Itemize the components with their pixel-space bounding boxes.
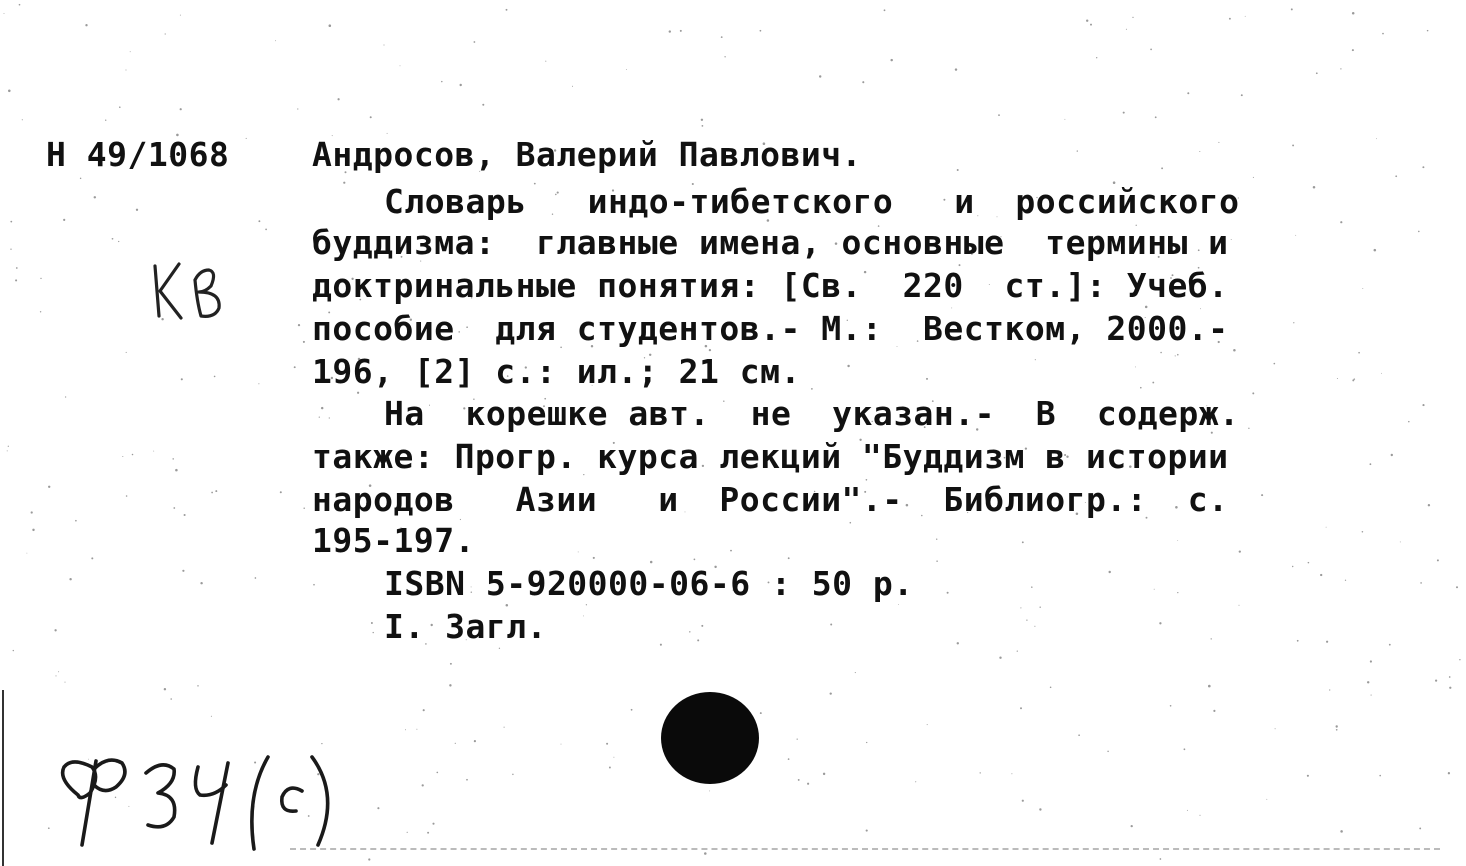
speckle [8,90,11,93]
speckle [91,557,93,559]
speckle [626,69,627,70]
speckle [405,729,406,730]
speckle [31,511,33,513]
speckle [200,582,202,584]
speckle [697,639,699,641]
speckle [125,69,126,70]
speckle [1022,541,1024,543]
margin-line [2,690,4,866]
speckle [337,98,339,100]
speckle [1132,17,1133,18]
speckle [1239,605,1240,606]
speckle [1275,728,1276,729]
speckle [1422,166,1424,168]
speckle [1266,799,1267,800]
speckle [890,59,892,61]
speckle [165,33,166,34]
speckle [450,663,452,665]
speckle [1329,689,1330,690]
speckle [377,807,379,809]
speckle [40,278,41,279]
speckle [1252,392,1254,394]
speckle [1354,378,1356,380]
speckle [704,852,707,855]
speckle [797,738,798,739]
speckle [1020,607,1021,608]
speckle [211,492,213,494]
speckle [4,13,5,14]
speckle [830,624,832,626]
speckle [15,279,17,281]
speckle [1177,592,1178,593]
speckle [80,178,81,179]
speckle [1422,404,1424,406]
speckle [1175,355,1176,356]
speckle [136,209,138,211]
speckle [1218,142,1219,143]
speckle [441,81,442,82]
speckle [175,469,178,472]
speckle [1362,531,1364,533]
speckle [69,578,71,580]
speckle [265,229,267,231]
speckle [512,774,513,775]
speckle [606,743,608,745]
speckle [75,520,77,522]
speckle [1035,359,1036,360]
speckle [1031,586,1033,588]
speckle [1154,589,1155,590]
speckle [823,773,825,775]
speckle [1213,710,1215,712]
speckle [1395,175,1397,177]
speckle [1177,354,1179,356]
speckle [1034,626,1035,627]
speckle [680,30,682,32]
tracing-line: I. Загл. [384,607,547,646]
speckle [1155,116,1157,118]
speckle [1376,138,1377,139]
speckle [613,757,614,758]
speckle [830,692,832,694]
speckle [694,559,696,561]
speckle [1345,580,1346,581]
speckle [957,642,959,644]
speckle [999,657,1001,659]
speckle [321,407,323,409]
speckle [280,491,282,493]
speckle [1039,606,1040,607]
speckle [788,758,790,760]
speckle [669,30,671,32]
notes-line-2: также: Прогр. курса лекций "Буддизм в истории [312,437,1229,476]
speckle [126,495,128,497]
speckle [1292,144,1294,146]
speckle [319,416,320,417]
speckle [1316,72,1318,74]
speckle [926,378,928,380]
speckle [847,365,849,367]
speckle [1135,366,1136,367]
speckle [631,709,633,711]
speckle [126,352,127,353]
speckle [1437,559,1439,561]
speckle [303,507,304,508]
speckle [455,743,456,744]
speckle [258,383,259,384]
speckle [1336,725,1338,727]
speckle [1199,151,1200,152]
speckle [1245,16,1246,17]
speckle [26,553,27,554]
author-heading: Андросов, Валерий Павлович. [312,135,862,174]
speckle [1391,454,1393,456]
speckle [1078,734,1080,736]
speckle [182,570,184,572]
speckle [1020,707,1022,709]
speckle [1160,352,1162,354]
speckle [798,779,800,781]
description-line-1: Словарь индо-тибетского и российского [384,182,1240,221]
speckle [1352,12,1355,15]
speckle [1292,566,1293,567]
speckle [1248,428,1249,429]
speckle [303,341,305,343]
speckle [1150,49,1152,51]
speckle [807,783,809,785]
speckle [1428,504,1430,506]
speckle [1449,687,1451,689]
speckle [172,458,174,460]
speckle [1253,177,1254,178]
speckle [1211,638,1212,639]
speckle [40,311,41,312]
speckle [709,790,710,791]
speckle [329,417,330,418]
speckle [1362,288,1363,289]
speckle [915,781,916,782]
speckle [8,446,9,447]
speckle [1320,574,1322,576]
speckle [980,772,981,773]
speckle [1022,800,1024,802]
speckle [545,61,546,62]
speckle [1123,112,1125,114]
speckle [422,784,424,786]
speckle [246,138,247,139]
speckle [1199,815,1200,816]
description-line-2: буддизма: главные имена, основные термины и [312,223,1229,262]
speckle [58,671,59,672]
speckle [609,767,611,769]
speckle [1017,650,1018,651]
speckle [118,241,119,242]
speckle [85,24,87,26]
speckle [1187,92,1189,94]
speckle [583,615,584,616]
speckle [1241,94,1243,96]
speckle [1456,586,1458,588]
speckle [1291,8,1293,10]
speckle [1427,30,1429,32]
speckle [180,15,181,16]
speckle [383,44,384,45]
speckle [561,744,562,745]
speckle [1295,235,1296,236]
speckle [936,560,938,562]
speckle [197,685,198,686]
speckle [701,625,703,627]
speckle [689,631,690,632]
speckle [1420,582,1422,584]
speckle [1326,527,1327,528]
speckle [1208,685,1211,688]
speckle [298,324,300,326]
speckle [866,742,867,743]
speckle [1170,705,1172,707]
punch-hole [661,692,759,784]
speckle [724,56,725,57]
speckle [19,4,21,6]
speckle [173,507,175,509]
speckle [48,486,50,488]
speckle [329,24,332,27]
speckle [423,709,425,711]
speckle [884,9,886,11]
speckle [343,182,345,184]
speckle [214,376,216,378]
speckle [1011,773,1012,774]
speckle [1229,18,1231,20]
notes-line-1: На корешке авт. не указан.- В содерж. [384,394,1240,433]
speckle [760,30,762,32]
speckle [1297,640,1299,642]
speckle [1408,421,1410,423]
speckle [572,86,573,87]
speckle [1379,775,1381,777]
speckle [866,830,868,832]
speckle [258,220,260,222]
speckle [1161,167,1163,169]
speckle [1177,540,1178,541]
speckle [294,366,296,368]
speckle [506,9,508,11]
speckle [862,81,864,83]
speckle [1187,810,1188,811]
speckle [760,712,762,714]
speckle [936,539,937,540]
speckle [1382,33,1384,35]
description-line-4: пособие для студентов.- М.: Вестком, 2000.- [312,309,1229,348]
speckle [10,249,11,250]
speckle [1233,349,1236,352]
speckle [1160,858,1162,860]
speckle [1086,20,1088,22]
speckle [181,378,183,380]
speckle [998,114,1000,116]
speckle [1381,373,1382,374]
speckle [947,592,949,594]
speckle [170,698,172,700]
speckle [1370,660,1372,662]
speckle [1039,808,1041,810]
bottom-edge-line [290,848,1440,850]
speckle [1371,695,1372,696]
speckle [721,36,723,38]
shelfmark: Н 49/1068 [46,135,230,174]
speckle [850,522,852,524]
speckle [427,832,429,834]
speckle [1313,186,1316,189]
speckle [64,682,65,683]
speckle [368,858,370,860]
speckle [1308,562,1310,564]
speckle [407,832,408,833]
speckle [1337,378,1338,379]
speckle [1336,729,1338,731]
speckle [1293,322,1294,323]
speckle [1274,363,1276,365]
speckle [1449,676,1451,678]
speckle [436,772,438,774]
speckle [1374,249,1377,252]
speckle [105,120,106,121]
speckle [10,221,12,223]
speckle [1369,463,1371,465]
speckle [313,584,315,586]
speckle [701,119,703,121]
speckle [957,169,959,171]
speckle [1419,827,1421,829]
speckle [482,104,484,106]
speckle [416,729,417,730]
speckle [1261,494,1263,496]
speckle [1064,119,1065,120]
speckle [1184,748,1186,750]
speckle [211,716,212,717]
speckle [180,108,182,110]
speckle [373,632,374,633]
speckle [112,238,114,240]
speckle [504,727,505,728]
speckle [255,577,257,579]
speckle [16,267,18,269]
speckle [1389,644,1391,646]
handwritten-mark-kv [145,258,235,328]
speckle [730,550,732,552]
speckle [788,557,790,559]
speckle [449,684,451,686]
speckle [1239,550,1241,552]
description-line-5: 196, [2] с.: ил.; 21 см. [312,352,801,391]
speckle [1231,239,1232,240]
speckle [1418,231,1420,233]
speckle [7,450,8,451]
speckle [13,650,14,651]
speckle [65,396,66,397]
speckle [1448,772,1450,774]
speckle [1352,49,1354,51]
speckle [474,41,476,43]
speckle [297,108,298,109]
speckle [1050,687,1052,689]
speckle [1340,830,1343,833]
speckle [1459,659,1460,660]
speckle [1367,681,1369,683]
speckle [1307,775,1309,777]
speckle [1400,541,1401,542]
speckle [1326,641,1328,643]
speckle [153,451,154,452]
speckle [578,551,579,552]
speckle [164,688,166,690]
speckle [1435,680,1437,682]
speckle [474,740,476,742]
speckle [1152,382,1154,384]
isbn-line: ISBN 5-920000-06-6 : 50 р. [384,564,914,603]
speckle [63,219,65,221]
speckle [1340,221,1342,223]
speckle [22,119,23,120]
speckle [370,116,372,118]
speckle [130,51,131,52]
speckle [132,454,134,456]
speckle [55,675,56,676]
speckle [955,68,957,70]
speckle [32,529,34,531]
speckle [819,75,821,77]
speckle [1077,150,1078,151]
speckle [1090,24,1092,26]
speckle [466,779,468,781]
speckle [1131,825,1133,827]
speckle [122,456,123,457]
speckle [432,823,434,825]
speckle [1126,29,1127,30]
speckle [927,724,928,725]
speckle [94,196,96,198]
speckle [702,125,704,127]
notes-line-4: 195-197. [312,521,475,560]
speckle [1096,57,1097,58]
speckle [593,557,595,559]
speckle [400,65,401,66]
speckle [1159,622,1161,624]
speckle [811,388,813,390]
handwritten-mark-shelf [50,745,350,860]
speckle [371,622,373,624]
speckle [660,644,662,646]
speckle [119,106,121,108]
speckle [54,629,56,631]
speckle [460,84,462,86]
description-line-3: доктринальные понятия: [Св. 220 ст.]: Учеб. [312,266,1229,305]
speckle [1358,352,1360,354]
speckle [215,490,217,492]
speckle [1107,751,1108,752]
speckle [184,514,186,516]
speckle [275,40,276,41]
notes-line-3: народов Азии и России".- Библиогр.: с. [312,480,1229,519]
speckle [1026,619,1027,620]
speckle [855,672,856,673]
speckle [1108,571,1110,573]
speckle [1340,68,1341,69]
speckle [1140,387,1142,389]
